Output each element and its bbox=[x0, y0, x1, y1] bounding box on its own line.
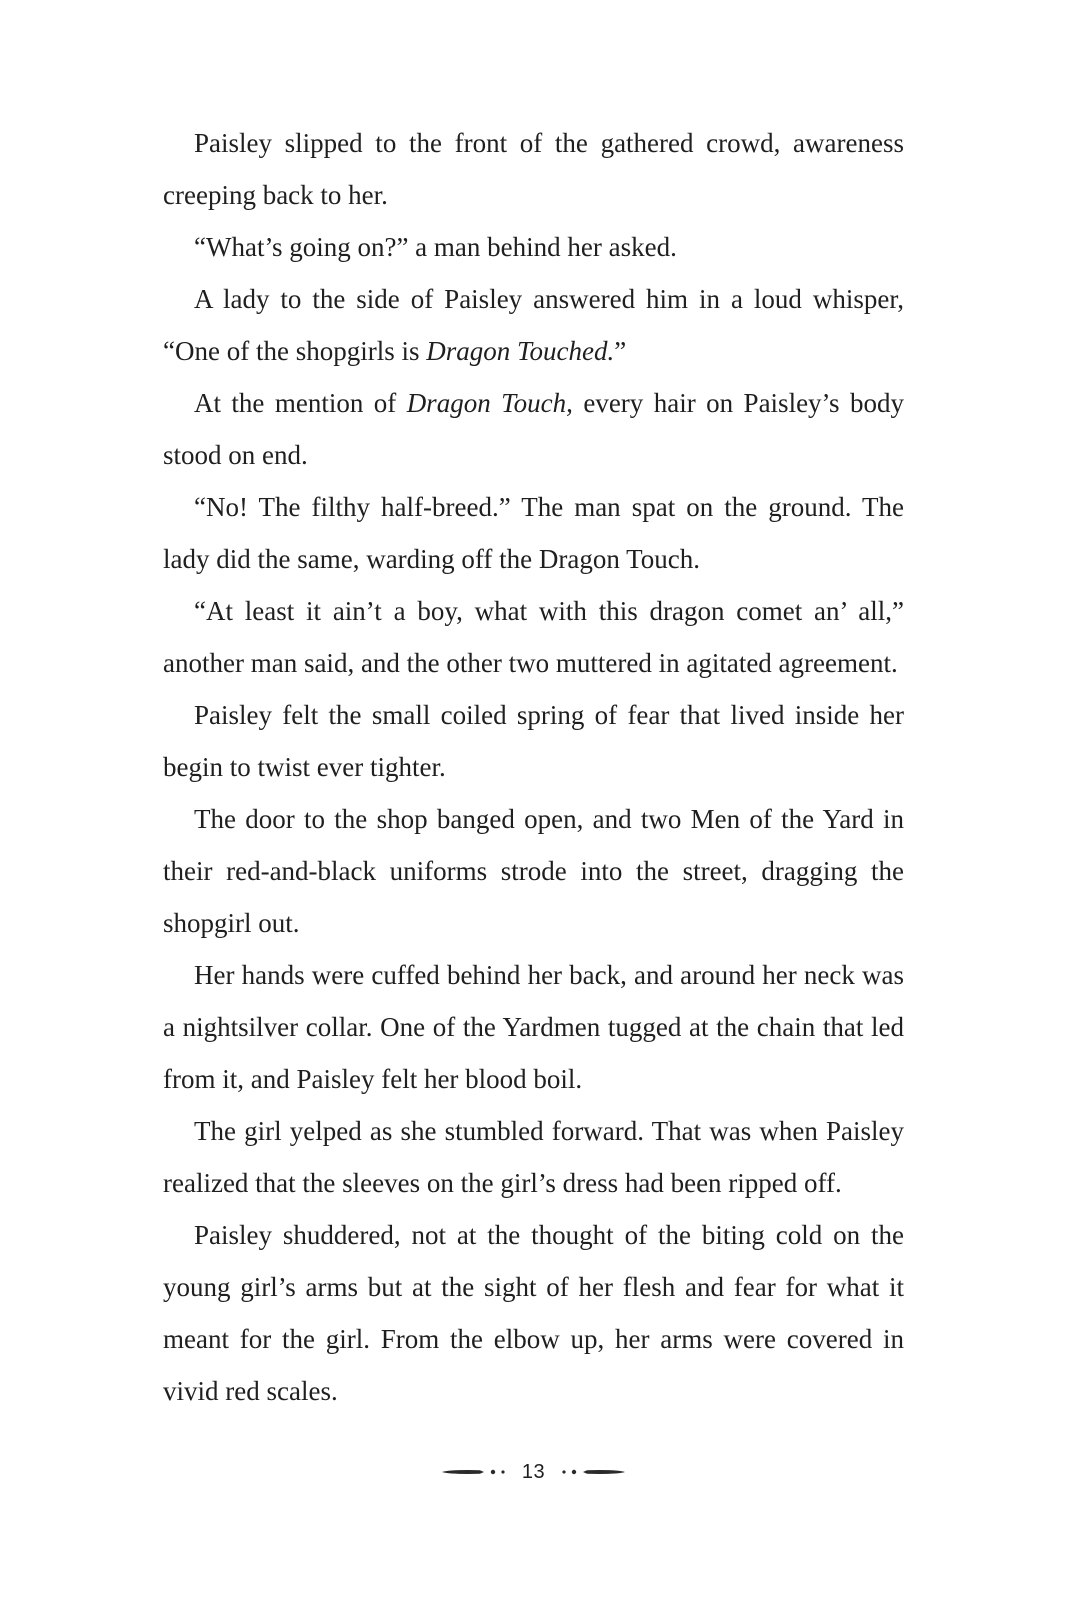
text-segment: “At least it ain’t a boy, what with this dragon comet an’ all,” another man said, and the other two muttered in agitated agreement. bbox=[163, 596, 904, 678]
text-segment: ” bbox=[614, 336, 627, 366]
italic-text-segment: Dragon Touched. bbox=[426, 336, 615, 366]
text-segment: Paisley slipped to the front of the gathered crowd, awareness creeping back to her. bbox=[163, 128, 904, 210]
page-footer bbox=[0, 1456, 1067, 1488]
paragraph bbox=[163, 377, 904, 481]
paragraph bbox=[163, 1209, 904, 1417]
text-segment: “What’s going on?” a man behind her asked. bbox=[194, 232, 677, 262]
text-segment: Her hands were cuffed behind her back, and around her neck was a nightsilver collar. One of the Yardmen tugged at the chain that led from it, and Paisley felt her blood boil. bbox=[163, 960, 904, 1094]
paragraph bbox=[163, 1105, 904, 1209]
paragraph bbox=[163, 481, 904, 585]
text-segment: The girl yelped as she stumbled forward. That was when Paisley realized that the sleeves on the girl’s dress had been ripped off. bbox=[163, 1116, 904, 1198]
left-ornament-icon bbox=[440, 1467, 510, 1477]
paragraph bbox=[163, 117, 904, 221]
paragraph bbox=[163, 949, 904, 1105]
paragraph bbox=[163, 585, 904, 689]
text-segment: every hair on Paisley’s body stood on end. bbox=[163, 388, 904, 470]
body-text bbox=[163, 117, 904, 1417]
page-number: 13 bbox=[521, 1460, 546, 1483]
paragraph bbox=[163, 221, 904, 273]
paragraph bbox=[163, 273, 904, 377]
text-segment: The door to the shop banged open, and two Men of the Yard in their red-and-black uniforms strode into the street, dragging the shopgirl out. bbox=[163, 804, 904, 938]
right-ornament-icon bbox=[557, 1467, 627, 1477]
text-segment: Paisley shuddered, not at the thought of the biting cold on the young girl’s arms but at the sight of her flesh and fear for what it meant for the girl. From the elbow up, her arms were covered in vivid red scales. bbox=[163, 1220, 904, 1406]
text-segment: A lady to the side of Paisley answered him in a loud whisper, “One of the shopgirls is bbox=[163, 284, 904, 366]
text-segment: Paisley felt the small coiled spring of fear that lived inside her begin to twist ever tighter. bbox=[163, 700, 904, 782]
paragraph bbox=[163, 689, 904, 793]
paragraph bbox=[163, 793, 904, 949]
italic-text-segment: Dragon Touch, bbox=[406, 388, 573, 418]
text-segment: At the mention of bbox=[194, 388, 407, 418]
text-segment: “No! The filthy half-breed.” The man spat on the ground. The lady did the same, warding off the Dragon Touch. bbox=[163, 492, 904, 574]
